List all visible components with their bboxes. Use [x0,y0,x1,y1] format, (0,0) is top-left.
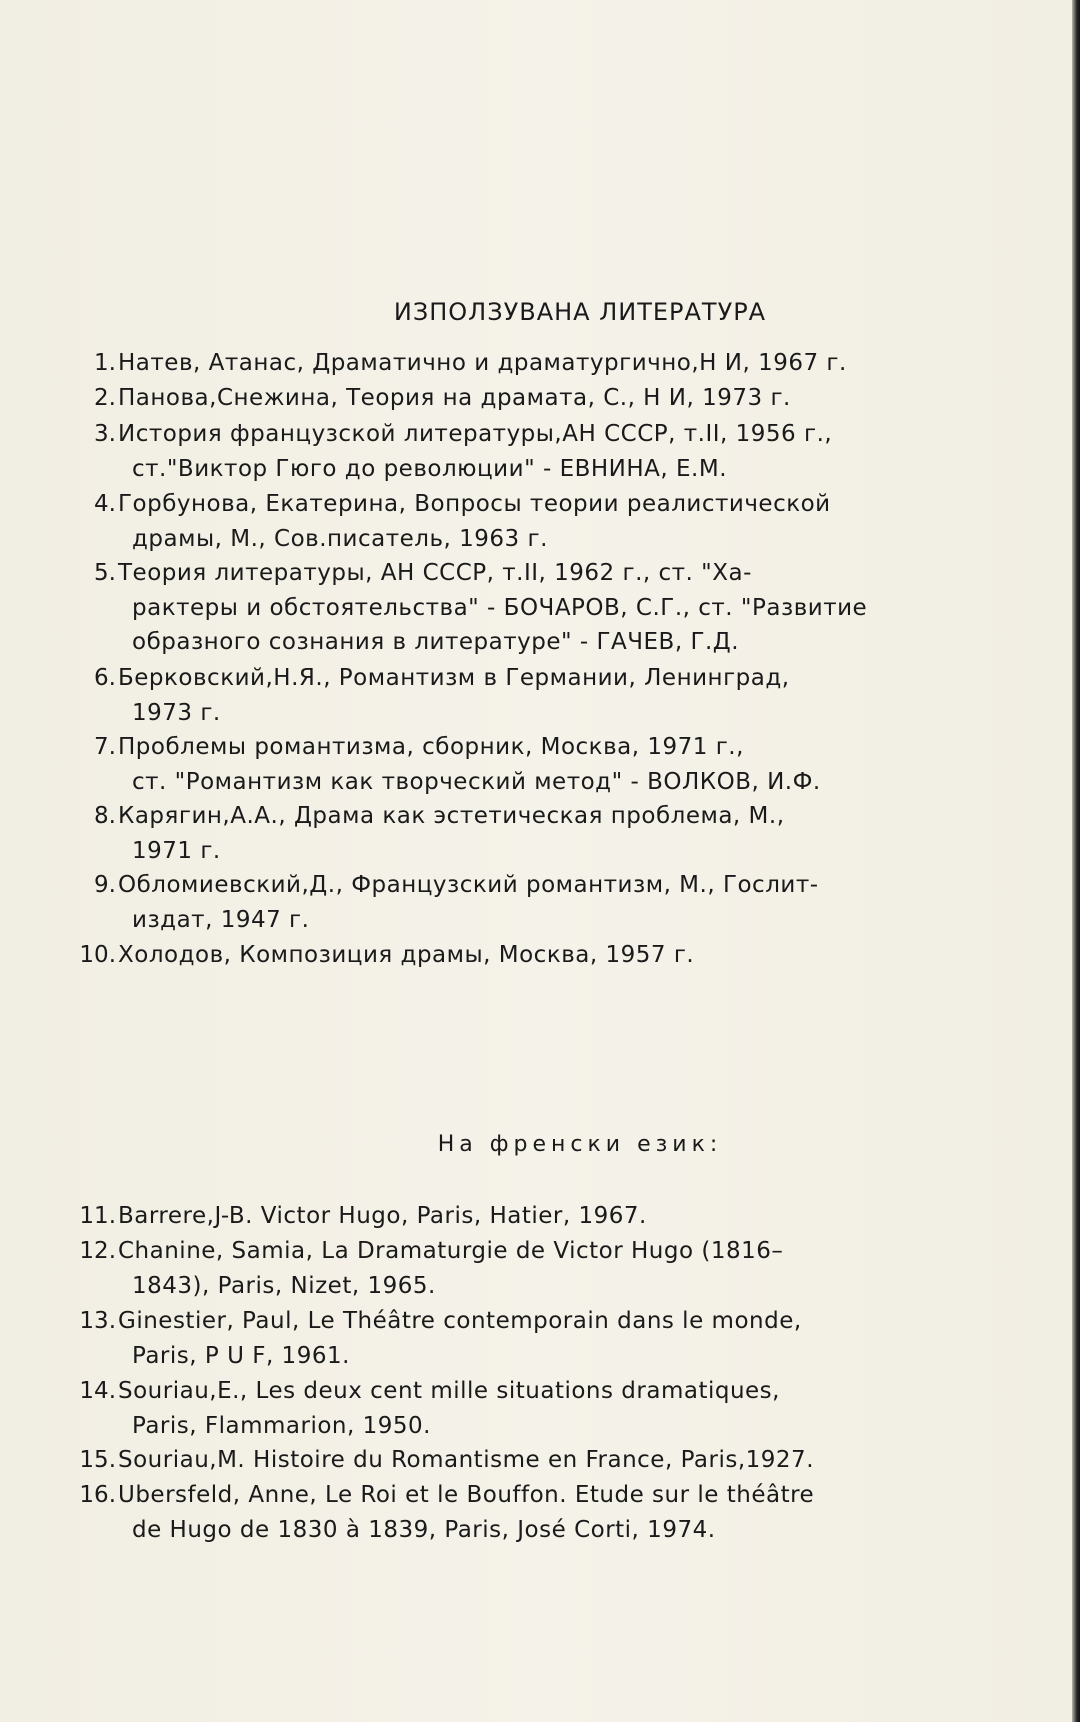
entry-text: История французской литературы,АН СССР, т.II, 1956 г., [118,421,833,447]
entry-number: 9. [94,872,116,898]
entry-continuation: образного сознания в литературе" - ГАЧЕВ, Г.Д. [132,629,740,655]
entry-number: 3. [94,421,116,447]
entry-number: 4. [94,491,116,517]
page-title: ИЗПОЛЗУВАНА ЛИТЕРАТУРА [393,298,767,326]
entry-continuation: 1843), Paris, Nizet, 1965. [132,1272,436,1299]
entry-number: 15. [79,1447,116,1473]
entry-number: 5. [94,560,116,586]
entry-text: Холодов, Композиция драмы, Москва, 1957 г. [118,942,695,968]
entry-text: Горбунова, Екатерина, Вопросы теории реалистической [118,491,831,517]
entry-continuation: драмы, М., Сов.писатель, 1963 г. [132,525,548,552]
entry-text: Barrere,J-B. Victor Hugo, Paris, Hatier, 1967. [118,1203,647,1229]
entry-number: 11. [79,1203,116,1229]
entry-continuation: ст."Виктор Гюго до революции" - ЕВНИНА, Е.М. [132,455,728,482]
entry-text: Souriau,E., Les deux cent mille situations dramatiques, [118,1378,780,1404]
entry-number: 6. [94,665,116,691]
entry-continuation: ст. "Романтизм как творческий метод" - ВОЛКОВ, И.Ф. [132,768,821,795]
entry-text: Берковский,Н.Я., Романтизм в Германии, Ленинград, [118,665,790,691]
entry-continuation: рактеры и обстоятельства" - БОЧАРОВ, С.Г., ст. "Развитие [132,594,868,621]
entry-text: Обломиевский,Д., Французский романтизм, М., Гослит- [118,872,819,898]
entry-continuation: Paris, P U F, 1961. [132,1342,350,1369]
entry-text: Ubersfeld, Anne, Le Roi et le Bouffon. Etude sur le théâtre [118,1482,815,1508]
entry-number: 2. [94,385,116,411]
entry-number: 8. [94,803,116,829]
page-edge [1072,0,1080,1722]
french-section-heading: На френски език: [437,1132,723,1157]
entry-number: 7. [94,734,116,760]
entry-text: Теория литературы, АН СССР, т.II, 1962 г., ст. "Ха- [118,560,752,586]
entry-text: Натев, Атанас, Драматично и драматургично,Н И, 1967 г. [118,350,847,376]
entry-text: Карягин,А.А., Драма как эстетическая проблема, М., [118,803,785,829]
entry-number: 10. [79,942,116,968]
entry-continuation: 1971 г. [132,837,221,864]
entry-number: 16. [79,1482,116,1508]
entry-continuation: de Hugo de 1830 à 1839, Paris, José Corti, 1974. [132,1516,716,1543]
entry-continuation: Paris, Flammarion, 1950. [132,1412,431,1439]
entry-text: Панова,Снежина, Теория на драмата, С., Н И, 1973 г. [118,385,791,411]
entry-continuation: 1973 г. [132,699,221,726]
entry-number: 13. [79,1308,116,1334]
entry-number: 1. [94,350,116,376]
entry-continuation: издат, 1947 г. [132,906,310,933]
entry-number: 12. [79,1238,116,1264]
entry-text: Проблемы романтизма, сборник, Москва, 1971 г., [118,734,744,760]
entry-text: Ginestier, Paul, Le Théâtre contemporain dans le monde, [118,1308,802,1334]
entry-text: Chanine, Samia, La Dramaturgie de Victor Hugo (1816– [118,1238,784,1264]
entry-number: 14. [79,1378,116,1404]
entry-text: Souriau,M. Histoire du Romantisme en France, Paris,1927. [118,1447,814,1473]
